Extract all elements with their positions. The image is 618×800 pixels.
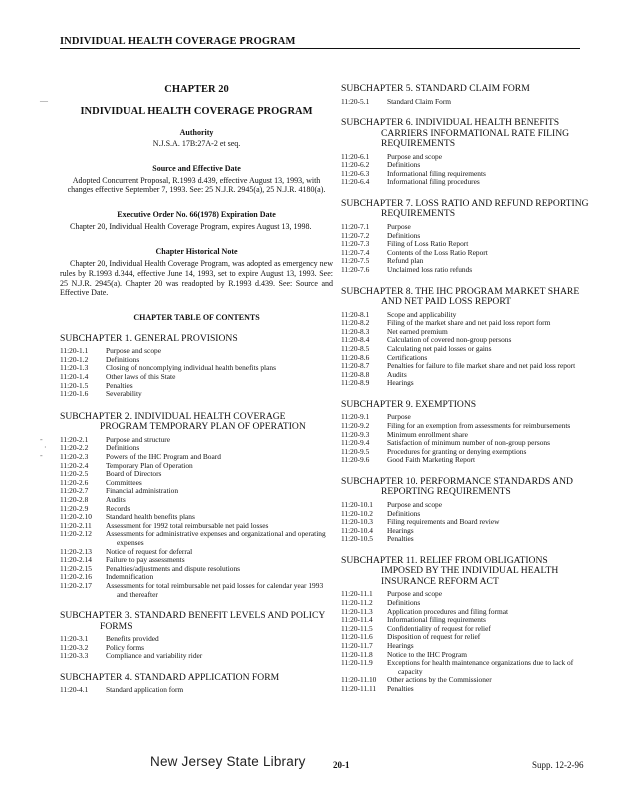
section-number: 11:20-6.1 <box>341 151 370 161</box>
section-number: 11:20-7.4 <box>341 247 370 257</box>
section-title: Temporary Plan of Operation <box>106 460 193 470</box>
section-number: 11:20-3.1 <box>60 634 89 644</box>
section-entry <box>341 223 591 232</box>
section-number: 11:20-2.13 <box>60 546 92 556</box>
section-entry <box>60 686 333 695</box>
section-number: 11:20-8.9 <box>341 378 370 388</box>
section-number: 11:20-11.10 <box>341 675 377 685</box>
section-number: 11:20-2.14 <box>60 555 92 565</box>
section-title: Refund plan <box>387 256 424 266</box>
section-entry <box>60 479 333 488</box>
section-number: 11:20-10.2 <box>341 508 373 518</box>
subchapter-section <box>60 611 333 661</box>
section-title: Policy forms <box>106 642 144 652</box>
section-title: Hearings <box>387 525 414 535</box>
section-title: Disposition of request for relief <box>387 632 481 642</box>
subchapter-section <box>341 556 591 694</box>
section-number: 11:20-11.5 <box>341 623 373 633</box>
section-number: 11:20-11.8 <box>341 649 373 659</box>
section-title: Calculation of covered non-group persons <box>387 335 512 345</box>
authority-text: N.J.S.A. 17B:27A-2 et seq. <box>152 139 241 148</box>
section-title: Penalties <box>387 683 414 693</box>
section-entry <box>341 535 591 544</box>
section-title: Purpose <box>387 412 411 422</box>
section-title: Purpose <box>387 221 411 231</box>
section-entry <box>341 153 591 162</box>
section-number: 11:20-10.5 <box>341 534 373 544</box>
section-title: Benefits provided <box>106 634 159 644</box>
subchapter-heading: SUBCHAPTER 10. PERFORMANCE STANDARDS AND REPORTING REQUIREMENTS <box>341 475 573 498</box>
subchapter-heading: SUBCHAPTER 8. THE IHC PROGRAM MARKET SHARE AND NET PAID LOSS REPORT <box>341 285 580 308</box>
section-title: Penalties for failure to file market share and net paid loss report <box>387 361 576 371</box>
right-subchapter-list <box>341 84 591 694</box>
section-number: 11:20-11.9 <box>341 658 373 668</box>
section-entry <box>341 590 591 599</box>
section-title: Penalties <box>387 534 414 544</box>
section-number: 11:20-3.2 <box>60 642 89 652</box>
section-number: 11:20-9.1 <box>341 412 370 422</box>
section-entry <box>60 390 333 399</box>
section-number: 11:20-2.16 <box>60 572 92 582</box>
section-title: Audits <box>387 369 407 379</box>
section-title: Purpose and scope <box>106 346 162 356</box>
section-entry <box>60 487 333 496</box>
section-number: 11:20-9.2 <box>341 420 370 430</box>
section-list <box>341 153 591 187</box>
section-number: 11:20-7.3 <box>341 239 370 249</box>
section-number: 11:20-2.5 <box>60 469 89 479</box>
running-header: INDIVIDUAL HEALTH COVERAGE PROGRAM <box>60 36 296 47</box>
section-entry <box>341 659 591 676</box>
section-number: 11:20-8.7 <box>341 361 370 371</box>
section-entry <box>341 501 591 510</box>
section-title: Assessments for total reimbursable net paid losses for calendar year 1993 and thereafter <box>106 580 324 599</box>
authority-heading: Authority <box>179 128 214 137</box>
section-number: 11:20-4.1 <box>60 685 89 695</box>
section-number: 11:20-9.5 <box>341 446 370 456</box>
left-subchapter-list <box>60 334 333 695</box>
section-title: Notice of request for deferral <box>106 546 193 556</box>
section-entry <box>60 635 333 644</box>
section-title: Confidentiality of request for relief <box>387 623 491 633</box>
section-number: 11:20-11.1 <box>341 589 373 599</box>
section-list <box>60 686 333 695</box>
section-title: Committees <box>106 477 142 487</box>
section-entry <box>341 249 591 258</box>
subchapter-heading: SUBCHAPTER 9. EXEMPTIONS <box>341 398 477 410</box>
section-title: Closing of noncomplying individual health benefits plans <box>106 363 276 373</box>
section-entry <box>60 453 333 462</box>
source-text: Adopted Concurrent Proposal, R.1993 d.439, effective August 13, 1993, with changes effective September 7, 1993. See: 25 N.J.R. 2945(a), 25 N.J.R. 4180(a). <box>67 175 326 195</box>
section-title: Standard application form <box>106 685 184 695</box>
section-title: Net earned premium <box>387 326 448 336</box>
section-title: Other laws of this State <box>106 372 176 382</box>
section-number: 11:20-10.3 <box>341 517 373 527</box>
section-entry <box>60 436 333 445</box>
section-title: Financial administration <box>106 486 179 496</box>
subchapter-section <box>341 118 591 187</box>
chapter-title: CHAPTER 20 <box>164 84 229 95</box>
section-title: Penalties <box>106 380 133 390</box>
section-entry <box>341 633 591 642</box>
section-title: Powers of the IHC Program and Board <box>106 452 221 461</box>
section-number: 11:20-7.1 <box>341 221 370 231</box>
subchapter-heading: SUBCHAPTER 11. RELIEF FROM OBLIGATIONS IMPOSED BY THE INDIVIDUAL HEALTH INSURANCE REFORM ACT <box>341 554 559 587</box>
section-entry <box>60 548 333 557</box>
section-title: Exceptions for health maintenance organizations due to lack of capacity <box>387 658 574 676</box>
section-title: Audits <box>106 494 126 504</box>
subchapter-section <box>341 84 591 106</box>
subchapter-heading: SUBCHAPTER 4. STANDARD APPLICATION FORM <box>60 671 280 683</box>
section-number: 11:20-9.3 <box>341 429 370 439</box>
section-title: Filing requirements and Board review <box>387 517 500 527</box>
subchapter-heading: SUBCHAPTER 1. GENERAL PROVISIONS <box>60 332 238 344</box>
executive-order-text: Chapter 20, Individual Health Coverage Program, expires August 13, 1998. <box>70 221 312 231</box>
section-title: Definitions <box>106 443 140 453</box>
section-title: Informational filing requirements <box>387 168 486 178</box>
section-title: Records <box>106 503 131 513</box>
section-number: 11:20-3.3 <box>60 651 89 661</box>
section-list <box>341 98 591 107</box>
section-entry <box>341 527 591 536</box>
section-list <box>341 223 591 275</box>
footer-supplement-date: Supp. 12-2-96 <box>532 760 584 770</box>
section-number: 11:20-10.1 <box>341 499 373 509</box>
section-number: 11:20-2.11 <box>60 520 92 530</box>
section-entry <box>341 456 591 465</box>
section-entry <box>341 379 591 388</box>
section-title: Standard health benefits plans <box>106 512 195 522</box>
section-number: 11:20-8.4 <box>341 335 370 345</box>
section-number: 11:20-2.8 <box>60 494 89 504</box>
subchapter-heading: SUBCHAPTER 7. LOSS RATIO AND REFUND REPORTING REQUIREMENTS <box>341 197 589 220</box>
subchapter-section <box>341 199 591 275</box>
section-entry <box>60 652 333 661</box>
section-title: Assessment for 1992 total reimbursable net paid losses <box>106 520 269 530</box>
section-title: Definitions <box>387 160 421 170</box>
section-number: 11:20-1.4 <box>60 372 89 382</box>
section-title: Purpose and structure <box>106 434 171 444</box>
section-number: 11:20-1.6 <box>60 389 89 399</box>
section-entry <box>60 582 333 599</box>
section-title: Purpose and scope <box>387 499 443 509</box>
section-entry <box>341 518 591 527</box>
subchapter-section <box>60 334 333 399</box>
section-number: 11:20-6.3 <box>341 168 370 178</box>
section-title: Good Faith Marketing Report <box>387 455 476 465</box>
section-number: 11:20-9.6 <box>341 455 370 465</box>
left-column <box>60 84 333 695</box>
section-number: 11:20-2.2 <box>60 443 89 453</box>
section-entry <box>341 362 591 371</box>
section-title: Filing for an exemption from assessments for reimbursements <box>387 420 571 430</box>
section-entry <box>60 373 333 382</box>
section-entry <box>341 685 591 694</box>
section-title: Unclaimed loss ratio refunds <box>387 264 473 274</box>
section-title: Contents of the Loss Ratio Report <box>387 247 488 257</box>
section-number: 11:20-2.12 <box>60 529 92 539</box>
section-number: 11:20-8.3 <box>341 326 370 336</box>
section-number: 11:20-11.11 <box>341 683 377 693</box>
section-number: 11:20-1.5 <box>60 380 89 390</box>
section-entry <box>60 364 333 373</box>
section-title: Hearings <box>387 640 414 650</box>
section-title: Assessments for administrative expenses and organizational and operating expenses <box>106 529 326 547</box>
subchapter-heading: SUBCHAPTER 6. INDIVIDUAL HEALTH BENEFITS CARRIERS INFORMATIONAL RATE FILING REQUIREMENTS <box>341 117 570 150</box>
section-title: Informational filing requirements <box>387 615 486 625</box>
section-number: 11:20-2.7 <box>60 486 89 496</box>
section-title: Filing of Loss Ratio Report <box>387 239 469 249</box>
section-title: Definitions <box>106 354 140 364</box>
section-entry <box>341 98 591 107</box>
section-number: 11:20-2.9 <box>60 503 89 513</box>
section-number: 11:20-8.8 <box>341 369 370 379</box>
section-title: Board of Directors <box>106 469 162 479</box>
subchapter-section <box>341 287 591 388</box>
section-title: Other actions by the Commissioner <box>387 675 492 685</box>
section-number: 11:20-1.1 <box>60 346 89 356</box>
section-entry <box>60 462 333 471</box>
subchapter-heading: SUBCHAPTER 3. STANDARD BENEFIT LEVELS AND POLICY FORMS <box>60 610 325 632</box>
section-title: Hearings <box>387 378 414 388</box>
section-title: Filing of the market share and net paid loss report form <box>387 318 551 328</box>
section-number: 11:20-2.17 <box>60 580 92 590</box>
section-number: 11:20-7.5 <box>341 256 370 266</box>
margin-mark: - <box>40 451 43 460</box>
section-title: Failure to pay assessments <box>106 555 185 565</box>
executive-order-heading: Executive Order No. 66(1978) Expiration Date <box>117 209 276 219</box>
section-number: 11:20-11.4 <box>341 615 373 625</box>
section-list <box>341 311 591 388</box>
section-number: 11:20-2.15 <box>60 563 92 573</box>
footer-library-stamp: New Jersey State Library <box>150 754 306 769</box>
chapter-name: INDIVIDUAL HEALTH COVERAGE PROGRAM <box>80 106 313 117</box>
section-entry <box>60 496 333 505</box>
section-title: Definitions <box>387 508 421 518</box>
section-number: 11:20-1.2 <box>60 354 89 364</box>
section-number: 11:20-2.3 <box>60 452 89 461</box>
section-title: Standard Claim Form <box>387 96 452 106</box>
section-title: Penalties/adjustments and dispute resolutions <box>106 563 241 573</box>
section-title: Certifications <box>387 352 428 362</box>
section-number: 11:20-11.3 <box>341 606 373 616</box>
section-title: Purpose and scope <box>387 589 443 599</box>
section-entry <box>341 345 591 354</box>
footer-page-number: 20-1 <box>333 760 350 770</box>
section-number: 11:20-11.6 <box>341 632 373 642</box>
section-title: Calculating net paid losses or gains <box>387 343 492 353</box>
section-number: 11:20-2.4 <box>60 460 89 470</box>
toc-heading: CHAPTER TABLE OF CONTENTS <box>133 312 260 322</box>
section-entry <box>60 530 333 547</box>
section-entry <box>341 266 591 275</box>
section-title: Indemnification <box>106 572 154 582</box>
section-title: Scope and applicability <box>387 309 457 319</box>
header-rule <box>60 48 580 49</box>
section-entry <box>60 347 333 356</box>
section-list <box>341 413 591 465</box>
subchapter-section <box>341 400 591 465</box>
section-title: Minimum enrollment share <box>387 429 468 439</box>
margin-mark: - <box>40 435 43 444</box>
source-heading: Source and Effective Date <box>152 163 241 173</box>
section-number: 11:20-1.3 <box>60 363 89 373</box>
section-number: 11:20-8.1 <box>341 309 370 319</box>
section-number: 11:20-8.6 <box>341 352 370 362</box>
subchapter-section <box>60 673 333 695</box>
section-number: 11:20-11.2 <box>341 598 373 607</box>
section-title: Purpose and scope <box>387 151 443 161</box>
section-number: 11:20-6.2 <box>341 160 370 170</box>
section-number: 11:20-2.10 <box>60 512 92 522</box>
section-number: 11:20-8.2 <box>341 318 370 328</box>
section-entry <box>60 565 333 574</box>
section-title: Satisfaction of minimum number of non-group persons <box>387 438 550 448</box>
section-entry <box>60 382 333 391</box>
historical-note-heading: Chapter Historical Note <box>155 247 238 257</box>
historical-note-text: Chapter 20, Individual Health Coverage Program, was adopted as emergency new rules by R.1993 d.344, effective June 14, 1993, set to expire August 13, 1993. See: 25 N.J.R. 2945(a). Chapter 20 was readopted by R.1993 d.439. See: Source and Effective Date. <box>60 259 333 298</box>
section-number: 11:20-11.7 <box>341 640 373 650</box>
section-number: 11:20-2.1 <box>60 434 89 444</box>
section-number: 11:20-8.5 <box>341 343 370 353</box>
section-number: 11:20-9.4 <box>341 438 370 448</box>
section-list <box>60 635 333 661</box>
section-title: Definitions <box>387 598 421 607</box>
section-title: Procedures for granting or denying exemptions <box>387 446 527 456</box>
section-entry <box>60 470 333 479</box>
margin-mark: — <box>40 96 48 105</box>
section-number: 11:20-6.4 <box>341 177 370 187</box>
section-title: Notice to the IHC Program <box>387 649 468 659</box>
section-number: 11:20-5.1 <box>341 96 370 106</box>
right-column <box>341 84 591 694</box>
section-number: 11:20-10.4 <box>341 525 373 535</box>
section-list <box>60 436 333 599</box>
section-list <box>60 347 333 399</box>
section-entry <box>341 371 591 380</box>
subchapter-heading: SUBCHAPTER 2. INDIVIDUAL HEALTH COVERAGE PROGRAM TEMPORARY PLAN OF OPERATION <box>60 410 306 433</box>
subchapter-section <box>60 412 333 599</box>
subchapter-section <box>341 477 591 544</box>
subchapter-heading: SUBCHAPTER 5. STANDARD CLAIM FORM <box>341 83 530 94</box>
section-list <box>341 590 591 693</box>
section-entry <box>341 178 591 187</box>
section-title: Severability <box>106 389 142 399</box>
section-number: 11:20-2.6 <box>60 477 89 487</box>
section-list <box>341 501 591 544</box>
section-title: Informational filing procedures <box>387 177 480 187</box>
section-title: Compliance and variability rider <box>106 651 203 661</box>
section-title: Definitions <box>387 230 421 240</box>
section-entry <box>341 676 591 685</box>
section-number: 11:20-7.6 <box>341 264 370 274</box>
section-entry <box>341 319 591 328</box>
margin-mark: · <box>44 443 47 452</box>
section-number: 11:20-7.2 <box>341 230 370 240</box>
section-entry <box>60 505 333 514</box>
section-title: Application procedures and filing format <box>387 606 509 616</box>
